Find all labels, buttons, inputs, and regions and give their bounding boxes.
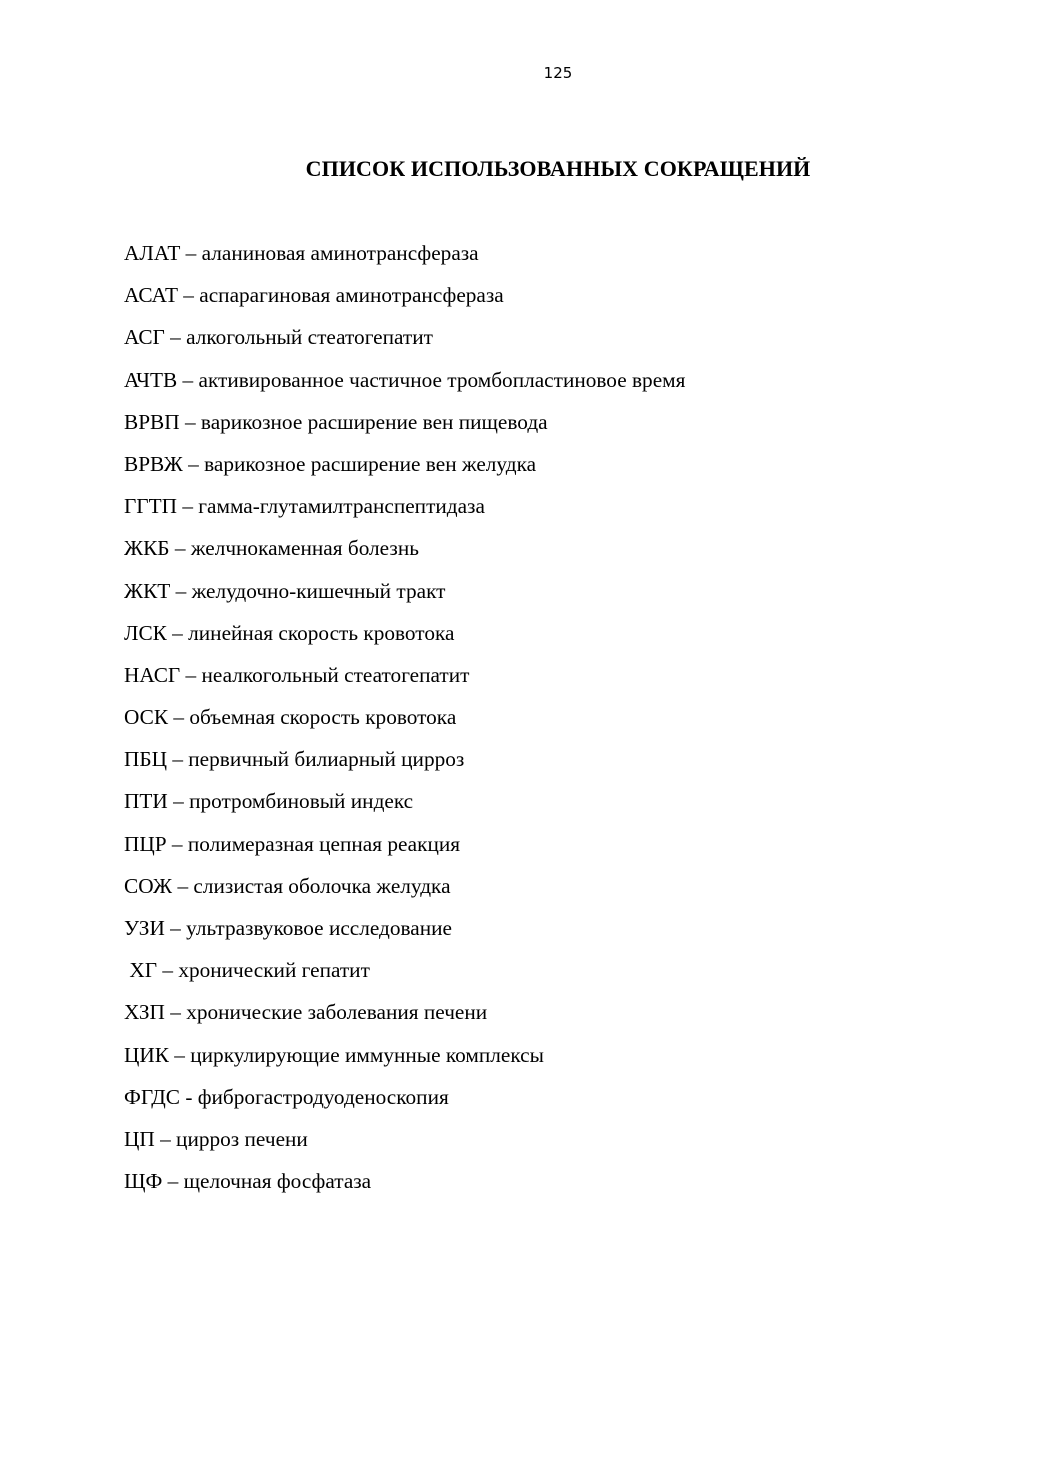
abbreviation-item: ПТИ – протромбиновый индекс (124, 789, 414, 814)
abbreviation-item: ЛСК – линейная скорость кровотока (124, 620, 455, 645)
abbreviation-item: ЖКБ – желчнокаменная болезнь (124, 536, 419, 561)
abbreviation-item: ФГДС - фиброгастродуоденоскопия (124, 1084, 449, 1109)
page-number: 125 (543, 64, 573, 82)
abbreviation-item: ГГТП – гамма-глутамилтранспептидаза (124, 494, 485, 519)
abbreviation-item: АСАТ – аспарагиновая аминотрансфераза (124, 283, 504, 308)
abbreviation-item: ПЦР – полимеразная цепная реакция (124, 831, 461, 856)
abbreviation-item: АЧТВ – активированное частичное тромбопластиновое время (124, 367, 686, 392)
abbreviation-list (124, 238, 685, 1208)
abbreviation-item: АСГ – алкогольный стеатогепатит (124, 325, 433, 350)
abbreviation-item: СОЖ – слизистая оболочка желудка (124, 873, 451, 898)
abbreviation-item: УЗИ – ультразвуковое исследование (124, 916, 453, 940)
abbreviation-item: ЦП – цирроз печени (124, 1126, 308, 1151)
page-title: СПИСОК ИСПОЛЬЗОВАННЫХ СОКРАЩЕНИЙ (305, 156, 811, 181)
abbreviation-item: ЖКТ – желудочно-кишечный тракт (124, 578, 446, 603)
abbreviation-item: ХГ – хронический гепатит (124, 958, 370, 983)
abbreviation-item: ОСК – объемная скорость кровотока (124, 705, 457, 730)
abbreviation-item: ЦИК – циркулирующие иммунные комплексы (124, 1042, 544, 1067)
abbreviation-item: НАСГ – неалкогольный стеатогепатит (124, 662, 470, 687)
abbreviation-item: ПБЦ – первичный билиарный цирроз (124, 747, 465, 772)
abbreviation-item: ЩФ – щелочная фосфатаза (124, 1169, 372, 1194)
abbreviation-item: АЛАТ – аланиновая аминотрансфераза (124, 241, 479, 265)
abbreviation-item: ХЗП – хронические заболевания печени (124, 1000, 488, 1025)
abbreviation-item: ВРВЖ – варикозное расширение вен желудка (124, 451, 537, 476)
abbreviation-item: ВРВП – варикозное расширение вен пищевода (124, 409, 548, 434)
